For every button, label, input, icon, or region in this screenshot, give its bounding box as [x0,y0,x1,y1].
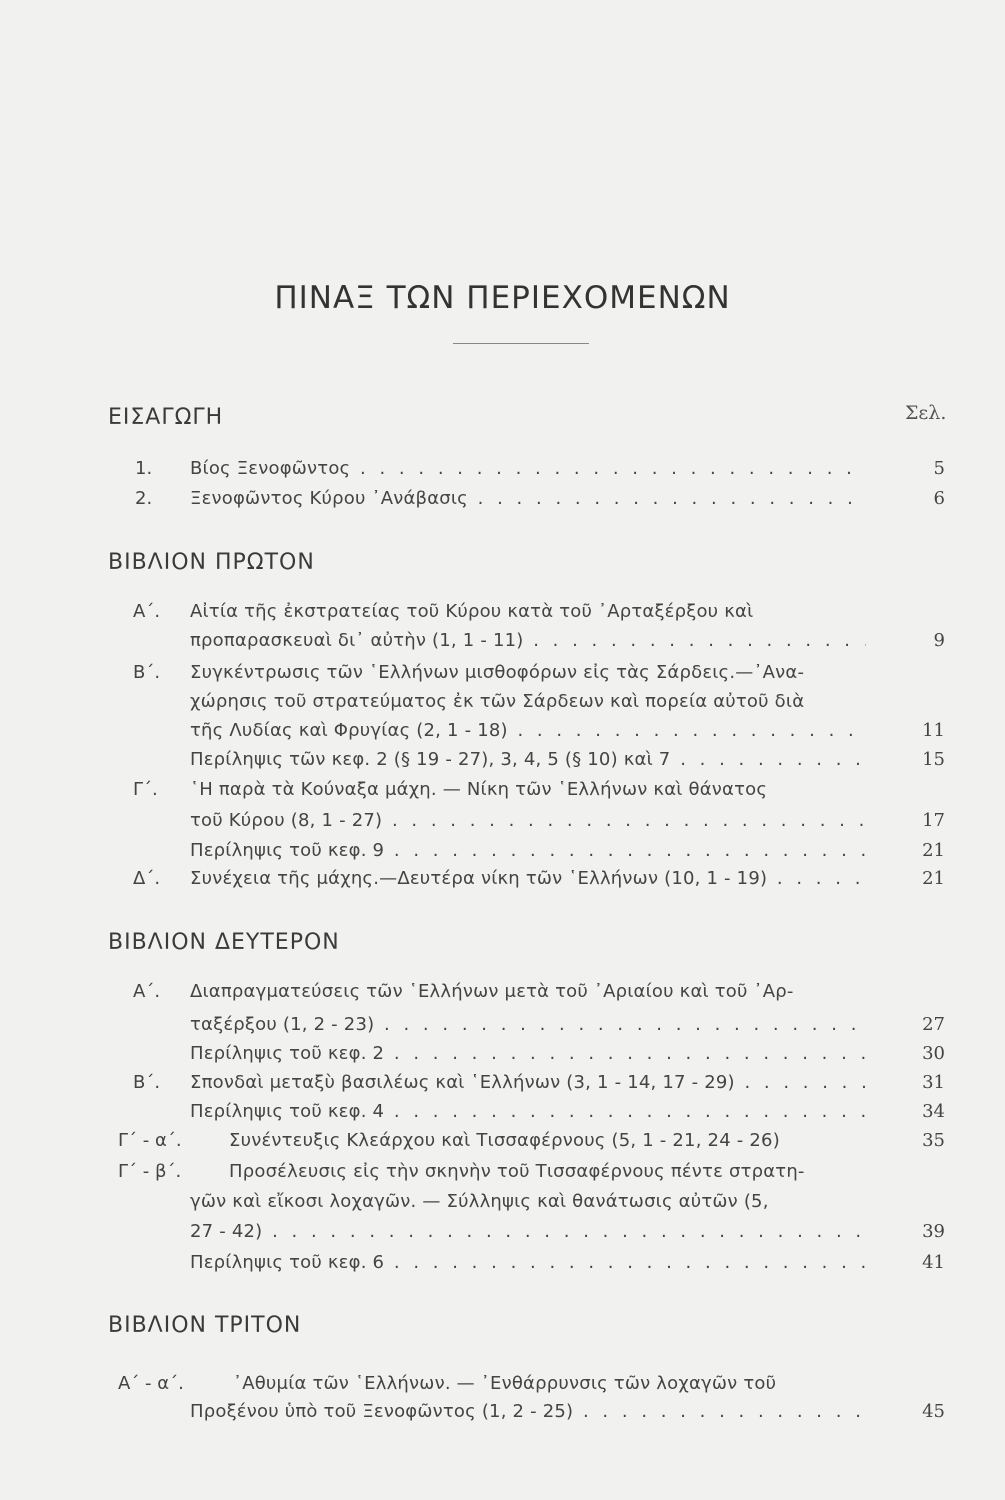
entry-text: Συνέντευξις Κλεάρχου καὶ Τισσαφέρνους (5, 1 - 21, 24 - 26) [229,1130,780,1151]
toc-entry [0,1157,1005,1186]
toc-entry [0,1248,1005,1277]
entry-page: 27 [922,1014,945,1035]
entry-text: Περίληψις τοῦ κεφ. 4 . . . [190,1097,866,1126]
entry-text: ῾Η παρὰ τὰ Κούναξα μάχη. — Νίκη τῶν ῾Ελλήνων καὶ θάνατος [190,779,768,800]
toc-entry [0,1217,1005,1246]
entry-number: Β΄. [133,1072,161,1093]
entry-page: 31 [922,1072,945,1093]
entry-number: 1. [135,458,153,479]
entry-text: Συγκέντρωσις τῶν ῾Ελλήνων μισθοφόρων εἰς τὰς Σάρδεις.—᾿Ανα- [190,662,805,683]
entry-page: 30 [922,1043,945,1064]
entry-number: Γ΄ - α΄. [118,1130,182,1151]
section-heading: ΒΙΒΛΙΟΝ ΠΡΩΤΟΝ [108,550,315,575]
entry-number: 2. [135,488,153,509]
toc-entry [0,658,1005,687]
entry-number: Α΄. [133,601,161,622]
entry-page: 17 [922,810,945,831]
toc-entry [0,716,1005,745]
entry-page: 6 [933,488,945,509]
entry-page: 21 [922,868,945,889]
entry-number: Γ΄. [133,779,158,800]
toc-entry [0,1097,1005,1126]
toc-entry [0,484,1005,513]
entry-text: Περίληψις τοῦ κεφ. 6 . . . [190,1248,866,1277]
toc-entry [0,1126,1005,1155]
entry-text: προπαρασκευαὶ δι᾿ αὐτὴν (1, 1 - 11) . . . [190,626,866,655]
entry-text: τοῦ Κύρου (8, 1 - 27) . . . [190,806,866,835]
entry-text: γῶν καὶ εἴκοσι λοχαγῶν. — Σύλληψις καὶ θανάτωσις αὐτῶν (5, [190,1191,769,1212]
entry-text: Προξένου ὑπὸ τοῦ Ξενοφῶντος (1, 2 - 25) . . . [190,1397,866,1426]
toc-entry [0,1397,1005,1426]
section-heading: ΒΙΒΛΙΟΝ ΤΡΙΤΟΝ [108,1313,302,1338]
toc-entry [0,1187,1005,1216]
toc-entry [0,597,1005,626]
toc-entry [0,1039,1005,1068]
toc-entry [0,806,1005,835]
entry-number: Γ΄ - β΄. [118,1161,182,1182]
toc-entry [0,454,1005,483]
toc-entry [0,1010,1005,1039]
entry-number: Β΄. [133,662,161,683]
entry-number: Α΄. [133,981,161,1002]
section-heading: ΕΙΣΑΓΩΓΗ [108,405,224,430]
entry-page: 15 [922,749,945,770]
toc-entry [0,745,1005,774]
toc-entry [0,836,1005,865]
entry-page: 39 [922,1221,945,1242]
entry-text: ταξέρξου (1, 2 - 23) . . . [190,1010,866,1039]
title-rule [453,343,589,344]
entry-text: Περίληψις τοῦ κεφ. 9 . . . [190,836,866,865]
entry-text: Συνέχεια τῆς μάχης.—Δευτέρα νίκη τῶν ῾Ελλήνων (10, 1 - 19) . . . [190,864,866,893]
entry-page: 45 [922,1401,945,1422]
page-title: ΠΙΝΑΞ ΤΩΝ ΠΕΡΙΕΧΟΜΕΝΩΝ [274,280,731,316]
toc-entry [0,1068,1005,1097]
entry-text: Σπονδαὶ μεταξὺ βασιλέως καὶ ῾Ελλήνων (3, 1 - 14, 17 - 29) . . . [190,1068,866,1097]
entry-text: 27 - 42) . . . [190,1217,866,1246]
toc-entry [0,775,1005,804]
entry-text: Ξενοφῶντος Κύρου ᾿Ανάβασις . . . [190,484,866,513]
entry-number: Δ΄. [133,868,161,889]
section-heading: ΒΙΒΛΙΟΝ ΔΕΥΤΕΡΟΝ [108,930,340,955]
entry-text: Βίος Ξενοφῶντος . . . [190,454,866,483]
entry-page: 5 [933,458,945,479]
entry-page: 9 [933,630,945,651]
entry-page: 34 [922,1101,945,1122]
toc-entry [0,977,1005,1006]
entry-number: Α΄ - α΄. [118,1373,184,1394]
entry-text: χώρησις τοῦ στρατεύματος ἐκ τῶν Σάρδεων καὶ πορεία αὐτοῦ διὰ [190,691,805,712]
entry-text: Προσέλευσις εἰς τὴν σκηνὴν τοῦ Τισσαφέρνους πέντε στρατη- [229,1161,805,1182]
toc-entry [0,687,1005,716]
entry-text: Διαπραγματεύσεις τῶν ῾Ελλήνων μετὰ τοῦ ᾿Αριαίου καὶ τοῦ ᾿Αρ- [190,981,794,1002]
entry-page: 21 [922,840,945,861]
entry-text: Αἰτία τῆς ἐκστρατείας τοῦ Κύρου κατὰ τοῦ ᾿Αρταξέρξου καὶ [190,601,754,622]
entry-text: Περίληψις τοῦ κεφ. 2 . . . [190,1039,866,1068]
entry-text: ᾿Αθυμία τῶν ῾Ελλήνων. — ᾿Ενθάρρυνσις τῶν λοχαγῶν τοῦ [233,1373,777,1394]
entry-page: 11 [922,720,945,741]
entry-page: 35 [922,1130,945,1151]
page-column-label: Σελ. [905,402,947,424]
toc-entry [0,864,1005,893]
toc-entry [0,1369,1005,1398]
entry-text: Περίληψις τῶν κεφ. 2 (§ 19 - 27), 3, 4, 5 (§ 10) καὶ 7 . . . [190,745,866,774]
toc-entry [0,626,1005,655]
entry-text: τῆς Λυδίας καὶ Φρυγίας (2, 1 - 18) . . . [190,716,866,745]
entry-page: 41 [922,1252,945,1273]
